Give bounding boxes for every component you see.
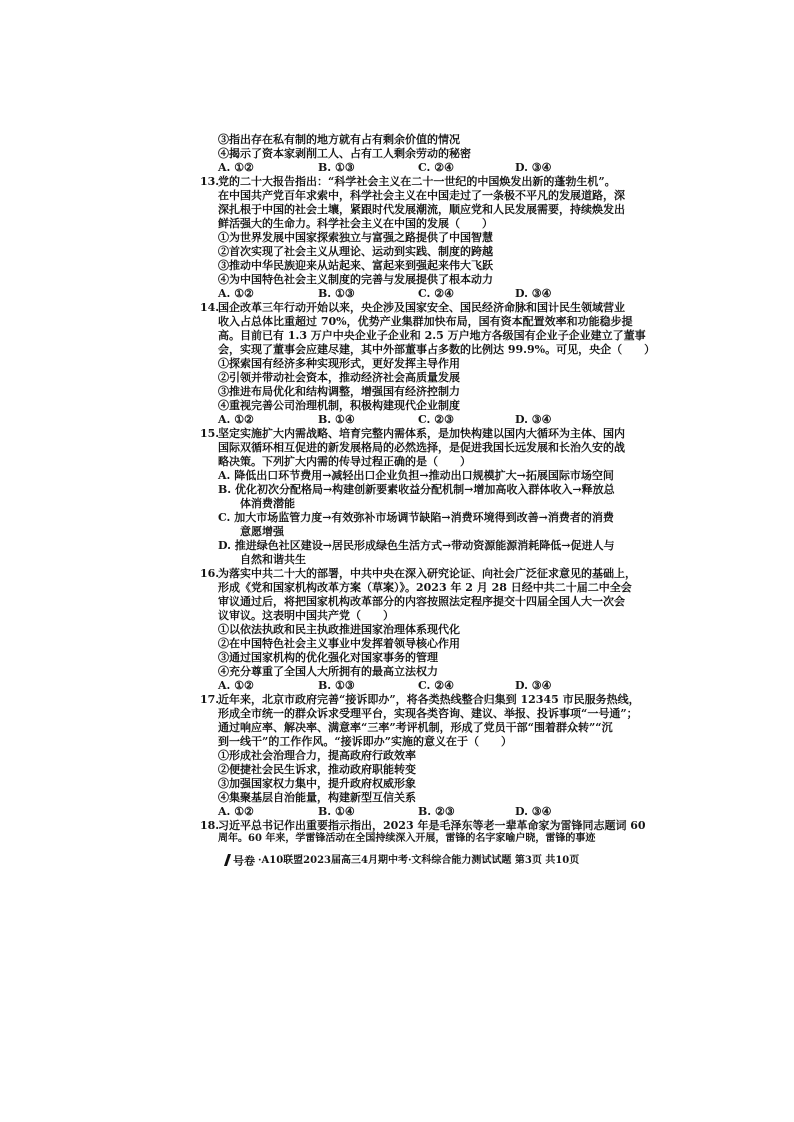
q16-number: 16. xyxy=(200,567,220,580)
q13-option-b: B. ①③ xyxy=(318,287,355,300)
q14-stem-line: 高。目前已有 1.3 万户中央企业子企业和 2.5 万户地方各级国有企业子企业建立了董事 xyxy=(218,329,646,342)
q16-item-3: ③通过国家机构的优化强化对国家事务的管理 xyxy=(218,651,438,664)
q17-stem-line: 通过响应率、解决率、满意率“三率”考评机制，形成了党员干部“围着群众转”“沉 xyxy=(218,721,613,734)
q17-stem-line: 到一线干”的工作作风。“接诉即办”实施的意义在于（ ） xyxy=(218,735,512,748)
q12-option-a: A. ①② xyxy=(218,161,254,174)
q13-option-a: A. ①② xyxy=(218,287,254,300)
q16-stem-line: 形成《党和国家机构改革方案（草案）》。2023 年 2 月 28 日经中共二十届二中全会 xyxy=(218,581,632,594)
q12-option-c: C. ②④ xyxy=(418,161,454,174)
q17-option-d: D. ③④ xyxy=(515,805,552,818)
q14-item-2: ②引领并带动社会资本，推动经济社会高质量发展 xyxy=(218,371,460,384)
q14-item-3: ③推进布局优化和结构调整，增强国有经济控制力 xyxy=(218,385,460,398)
q17-option-a: A. ①② xyxy=(218,805,254,818)
page-footer: ·A10联盟2023届高三4月期中考·文科综合能力测试试题 第3页 共10页 xyxy=(258,855,580,866)
q18-number: 18. xyxy=(200,819,220,832)
q16-stem-line: 为落实中共二十大的部署，中共中央在深入研究论证、向社会广泛征求意见的基础上， xyxy=(218,567,636,580)
q15-option-c: C. 加大市场监管力度→有效弥补市场调节缺陷→消费环境得到改善→消费者的消费 xyxy=(218,511,614,524)
q14-option-c: C. ②③ xyxy=(418,413,454,426)
q16-option-b: B. ①③ xyxy=(318,679,355,692)
q13-item-3: ③推动中华民族迎来从站起来、富起来到强起来伟大飞跃 xyxy=(218,259,493,272)
q12-item-4: ④揭示了资本家剥削工人、占有工人剩余劳动的秘密 xyxy=(218,147,471,160)
q16-option-c: C. ②④ xyxy=(418,679,454,692)
q15-stem-line: 国际双循环相互促进的新发展格局的必然选择，是促进我国长远发展和长治久安的战 xyxy=(218,441,625,454)
q17-item-2: ②便捷社会民生诉求，推动政府职能转变 xyxy=(218,763,416,776)
q15-option-d: D. 推进绿色社区建设→居民形成绿色生活方式→带动资源能源消耗降低→促进人与 xyxy=(218,539,615,552)
q13-item-1: ①为世界发展中国家探索独立与富强之路提供了中国智慧 xyxy=(218,231,493,244)
q14-stem-line: 收入占总体比重超过 70%，优势产业集群加快布局，国有资本配置效率和功能稳步提 xyxy=(218,315,633,328)
q13-option-d: D. ③④ xyxy=(515,287,552,300)
q12-item-3: ③指出存在私有制的地方就有占有剩余价值的情况 xyxy=(218,133,460,146)
q18-stem-line: 周年。60 年来，学雷锋活动在全国持续深入开展，雷锋的名字家喻户晓，雷锋的事迹 xyxy=(218,833,596,844)
q14-option-b: B. ①④ xyxy=(318,413,355,426)
q15-option-a: A. 降低出口环节费用→减轻出口企业负担→推动出口规模扩大→拓展国际市场空间 xyxy=(218,469,614,482)
q16-stem-line: 议审议。这表明中国共产党（ ） xyxy=(218,609,394,622)
q16-item-4: ④充分尊重了全国人大所拥有的最高立法权力 xyxy=(218,665,438,678)
q17-item-4: ④集聚基层自治能量，构建新型互信关系 xyxy=(218,791,416,804)
q13-stem-line: 鲜活强大的生命力。科学社会主义在中国的发展（ ） xyxy=(218,217,493,230)
q15-option-d-cont: 自然和谐共生 xyxy=(240,553,306,566)
q17-stem-line: 近年来，北京市政府完善“接诉即办”，将各类热线整合归集到 12345 市民服务热线， xyxy=(218,693,640,706)
q14-number: 14. xyxy=(200,301,220,314)
q16-stem-line: 审议通过后，将把国家机构改革部分的内容按照法定程序提交十四届全国人大一次会 xyxy=(218,595,625,608)
q17-stem-line: 形成全市统一的群众诉求受理平台，实现各类咨询、建议、举报、投诉事项“一号通”； xyxy=(218,707,638,720)
q12-option-b: B. ①③ xyxy=(318,161,355,174)
q16-item-1: ①以依法执政和民主执政推进国家治理体系现代化 xyxy=(218,623,460,636)
publisher-logo-icon xyxy=(222,852,256,868)
q14-item-4: ④重视完善公司治理机制，积极构建现代企业制度 xyxy=(218,399,460,412)
q16-option-a: A. ①② xyxy=(218,679,254,692)
q14-option-d: D. ③④ xyxy=(515,413,552,426)
q15-stem-line: 坚定实施扩大内需战略、培育完整内需体系，是加快构建以国内大循环为主体、国内 xyxy=(218,427,625,440)
q17-item-3: ③加强国家权力集中，提升政府权威形象 xyxy=(218,777,416,790)
q15-option-c-cont: 意愿增强 xyxy=(240,525,284,538)
q14-stem-line: 国企改革三年行动开始以来，央企涉及国家安全、国民经济命脉和国计民生领域营业 xyxy=(218,301,625,314)
q12-option-d: D. ③④ xyxy=(515,161,552,174)
q14-option-a: A. ①② xyxy=(218,413,254,426)
q13-number: 13. xyxy=(200,175,220,188)
q15-option-b: B. 优化初次分配格局→构建创新要素收益分配机制→增加高收入群体收入→释放总 xyxy=(218,483,615,496)
q14-stem-line: 会，实现了董事会应建尽建，其中外部董事占多数的比例达 99.9%。可见，央企（ ） xyxy=(218,343,656,356)
q13-option-c: C. ②④ xyxy=(418,287,454,300)
q17-item-1: ①形成社会治理合力，提高政府行政效率 xyxy=(218,749,416,762)
q13-stem-line: 深扎根于中国的社会土壤，紧跟时代发展潮流，顺应党和人民发展需要，持续焕发出 xyxy=(218,203,625,216)
q13-item-4: ④为中国特色社会主义制度的完善与发展提供了根本动力 xyxy=(218,273,493,286)
q15-stem-line: 略决策。下列扩大内需的传导过程正确的是（ ） xyxy=(218,455,471,468)
q13-item-2: ②首次实现了社会主义从理论、运动到实践、制度的跨越 xyxy=(218,245,493,258)
q18-stem-line: 习近平总书记作出重要指示指出，2023 年是毛泽东等老一辈革命家为雷锋同志题词 60 xyxy=(218,819,646,832)
q17-option-b: B. ①④ xyxy=(318,805,355,818)
q13-stem-line: 在中国共产党百年求索中，科学社会主义在中国走过了一条极不平凡的发展道路，深 xyxy=(218,189,625,202)
q14-item-1: ①探索国有经济多种实现形式，更好发挥主导作用 xyxy=(218,357,460,370)
q17-number: 17. xyxy=(200,693,220,706)
q17-option-c: B. ②③ xyxy=(418,805,455,818)
q13-stem-line: 党的二十大报告指出：“科学社会主义在二十一世纪的中国焕发出新的蓬勃生机”。 xyxy=(218,175,616,188)
q16-option-d: D. ③④ xyxy=(515,679,552,692)
q16-item-2: ②在中国特色社会主义事业中发挥着领导核心作用 xyxy=(218,637,460,650)
q15-option-b-cont: 体消费潜能 xyxy=(240,497,295,510)
q15-number: 15. xyxy=(200,427,220,440)
logo-text: 号卷 xyxy=(233,854,255,868)
